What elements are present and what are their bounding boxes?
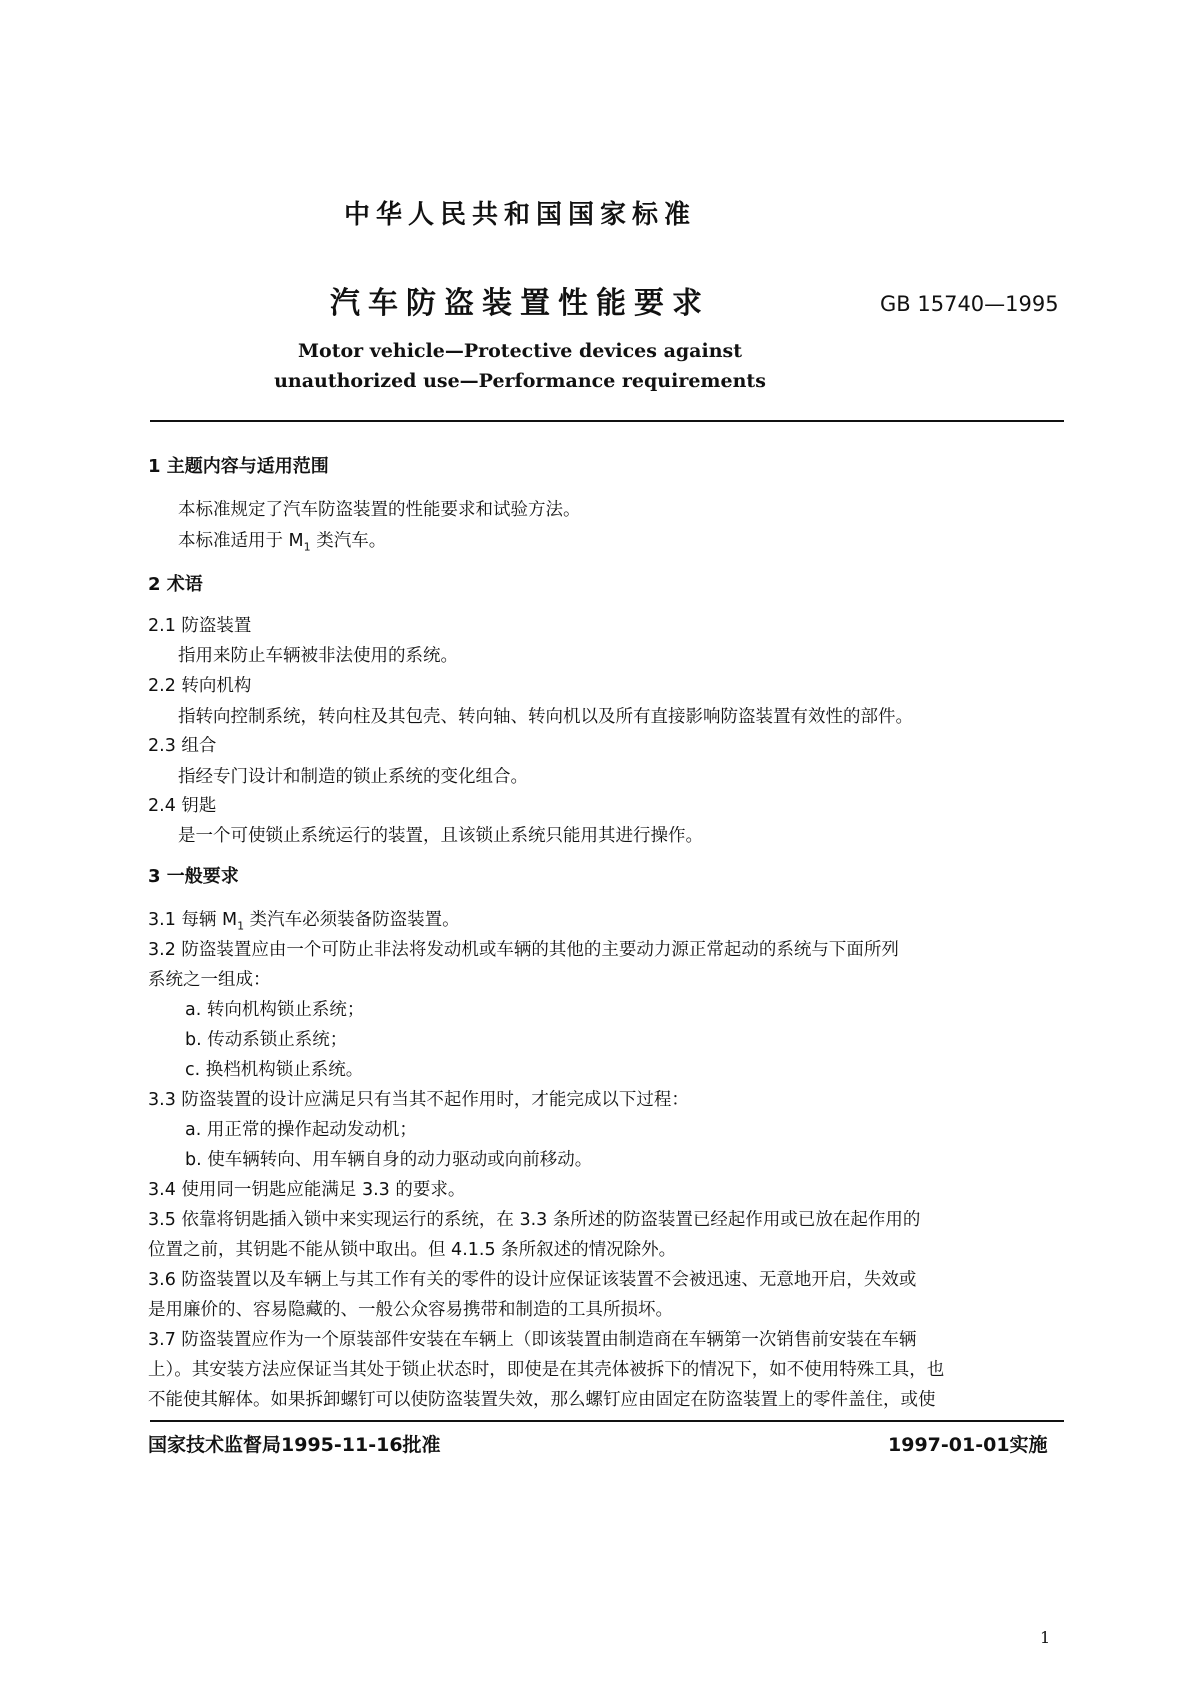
clause-3-2-item-a: a. 转向机构锁止系统； [185,1000,365,1020]
clause-3-6-line-1: 3.6 防盗装置以及车辆上与其工作有关的零件的设计应保证该装置不会被迅速、无意地开启，失效或 [148,1270,917,1290]
clause-3-7-line-1: 3.7 防盗装置应作为一个原装部件安装在车辆上（即该装置由制造商在车辆第一次销售前安装在车辆 [148,1330,917,1350]
clause-3-3-item-a: a. 用正常的操作起动发动机； [185,1120,417,1140]
document-title-en-line2: unauthorized use—Performance requirements [274,370,766,392]
clause-3-7-line-2: 上）。其安装方法应保证当其处于锁止状态时，即使是在其壳体被拆下的情况下，如不使用特殊工具，也 [148,1360,945,1380]
clause-3-3-item-b: b. 使车辆转向、用车辆自身的动力驱动或向前移动。 [185,1150,593,1170]
term-2-1-definition: 指用来防止车辆被非法使用的系统。 [178,646,458,666]
header-divider [150,420,1064,422]
footer-divider [150,1420,1064,1422]
document-title-en-line1: Motor vehicle—Protective devices against [298,340,742,362]
page-number: 1 [1040,1628,1051,1647]
clause-3-6-line-2: 是用廉价的、容易隐藏的、一般公众容易携带和制造的工具所损坏。 [148,1300,673,1320]
standard-number: GB 15740—1995 [880,292,1059,316]
approval-line: 国家技术监督局1995-11-16批准 [148,1434,441,1456]
section-1-para-2: 本标准适用于 $M_1$ 类汽车。 [178,531,387,554]
section-1-heading: 1 主题内容与适用范围 [148,456,329,477]
clause-3-5-line-2: 位置之前，其钥匙不能从锁中取出。但 4.1.5 条所叙述的情况除外。 [148,1240,677,1260]
term-2-3-definition: 指经专门设计和制造的锁止系统的变化组合。 [178,767,528,787]
term-2-2-heading: 2.2 转向机构 [148,676,252,696]
document-title-cn: 汽车防盗装置性能要求 [330,286,710,321]
clause-3-4: 3.4 使用同一钥匙应能满足 3.3 的要求。 [148,1180,466,1200]
clause-3-2-line-1: 3.2 防盗装置应由一个可防止非法将发动机或车辆的其他的主要动力源正常起动的系统与下面所列 [148,940,899,960]
term-2-3-heading: 2.3 组合 [148,736,217,756]
clause-3-5-line-1: 3.5 依靠将钥匙插入锁中来实现运行的系统，在 3.3 条所述的防盗装置已经起作用或已放在起作用的 [148,1210,921,1230]
implementation-date: 1997-01-01实施 [888,1434,1048,1456]
term-2-2-definition: 指转向控制系统，转向柱及其包壳、转向轴、转向机以及所有直接影响防盗装置有效性的部件。 [178,707,913,727]
clause-3-3: 3.3 防盗装置的设计应满足只有当其不起作用时，才能完成以下过程： [148,1090,689,1110]
clause-3-2-line-2: 系统之一组成： [148,970,271,990]
term-2-1-heading: 2.1 防盗装置 [148,616,252,636]
term-2-4-definition: 是一个可使锁止系统运行的装置，且该锁止系统只能用其进行操作。 [178,826,703,846]
section-3-heading: 3 一般要求 [148,866,239,887]
section-2-heading: 2 术语 [148,574,203,595]
term-2-4-heading: 2.4 钥匙 [148,796,217,816]
section-1-para-1: 本标准规定了汽车防盗装置的性能要求和试验方法。 [178,500,581,520]
national-standard-heading: 中华人民共和国国家标准 [343,200,696,230]
clause-3-7-line-3: 不能使其解体。如果拆卸螺钉可以使防盗装置失效，那么螺钉应由固定在防盗装置上的零件盖住，或使 [148,1390,936,1410]
clause-3-1: 3.1 每辆 $M_1$ 类汽车必须装备防盗装置。 [148,910,460,933]
clause-3-2-item-c: c. 换档机构锁止系统。 [185,1060,364,1080]
clause-3-2-item-b: b. 传动系锁止系统； [185,1030,348,1050]
